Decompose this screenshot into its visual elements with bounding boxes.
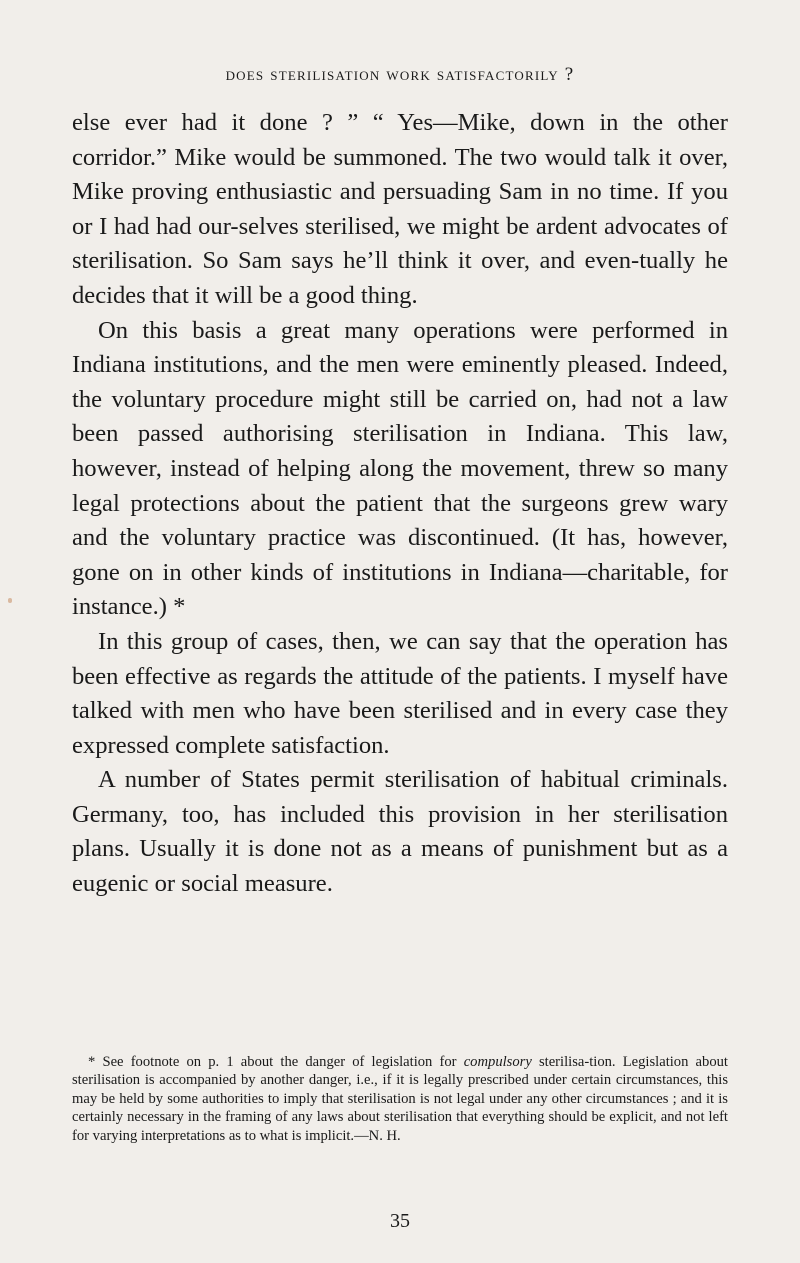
paragraph-4: A number of States permit sterilisation of habitual criminals. Germany, too, has included this provision in her sterilisation plans. Usually it is done not as a means of punishment but as a eugenic or social measure. — [72, 766, 728, 898]
paragraph-3: In this group of cases, then, we can say that the operation has been effective as regards the attitude of the patients. I myself have talked with men who have been sterilised and in every case they expressed complete satisfaction. — [72, 627, 728, 759]
paper-speck — [8, 598, 12, 603]
paragraph-1: else ever had it done ? ” “ Yes—Mike, down in the other corridor.” Mike would be summoned. The two would talk it over, Mike proving enthusiastic and persuading Sam in no time. If you or I had had our-selves sterilised, we might be ardent advocates of sterilisation. So Sam says he’ll think it over, and even-tually he decides that it will be a good thing. — [72, 109, 728, 309]
footnote-text-start: * See footnote on p. 1 about the danger of legislation for — [88, 1054, 464, 1070]
paragraph-2: On this basis a great many operations were performed in Indiana institutions, and the men were eminently pleased. Indeed, the voluntary procedure might still be carried on, had not a law been passed authorising sterilisation in Indiana. This law, however, instead of helping along the movement, threw so many legal protections about the patient that the surgeons grew wary and the voluntary practice was discontinued. (It has, however, gone on in other kinds of institutions in Indiana—charitable, for instance.) * — [72, 316, 728, 621]
footnote — [72, 1053, 728, 1145]
running-head — [0, 64, 800, 86]
footnote-text-end: sterilisa-tion. Legislation about sterilisation is accompanied by another danger, i.e., if it is legally prescribed under certain circumstances, this may be held by some authorities to imply that sterilisation is not legal under any other circumstances ; and it is certainly necessary in the framing of any laws about sterilisation that everything should be explicit, and not left for varying interpretations as to what is implicit.—N. H. — [72, 1054, 728, 1144]
page-number: 35 — [390, 1210, 410, 1232]
running-head-text: does sterilisation work satisfactorily ? — [225, 64, 575, 85]
footnote-emphasis: compulsory — [463, 1054, 532, 1070]
footnote-block — [72, 1053, 728, 1145]
body-text — [72, 106, 728, 902]
